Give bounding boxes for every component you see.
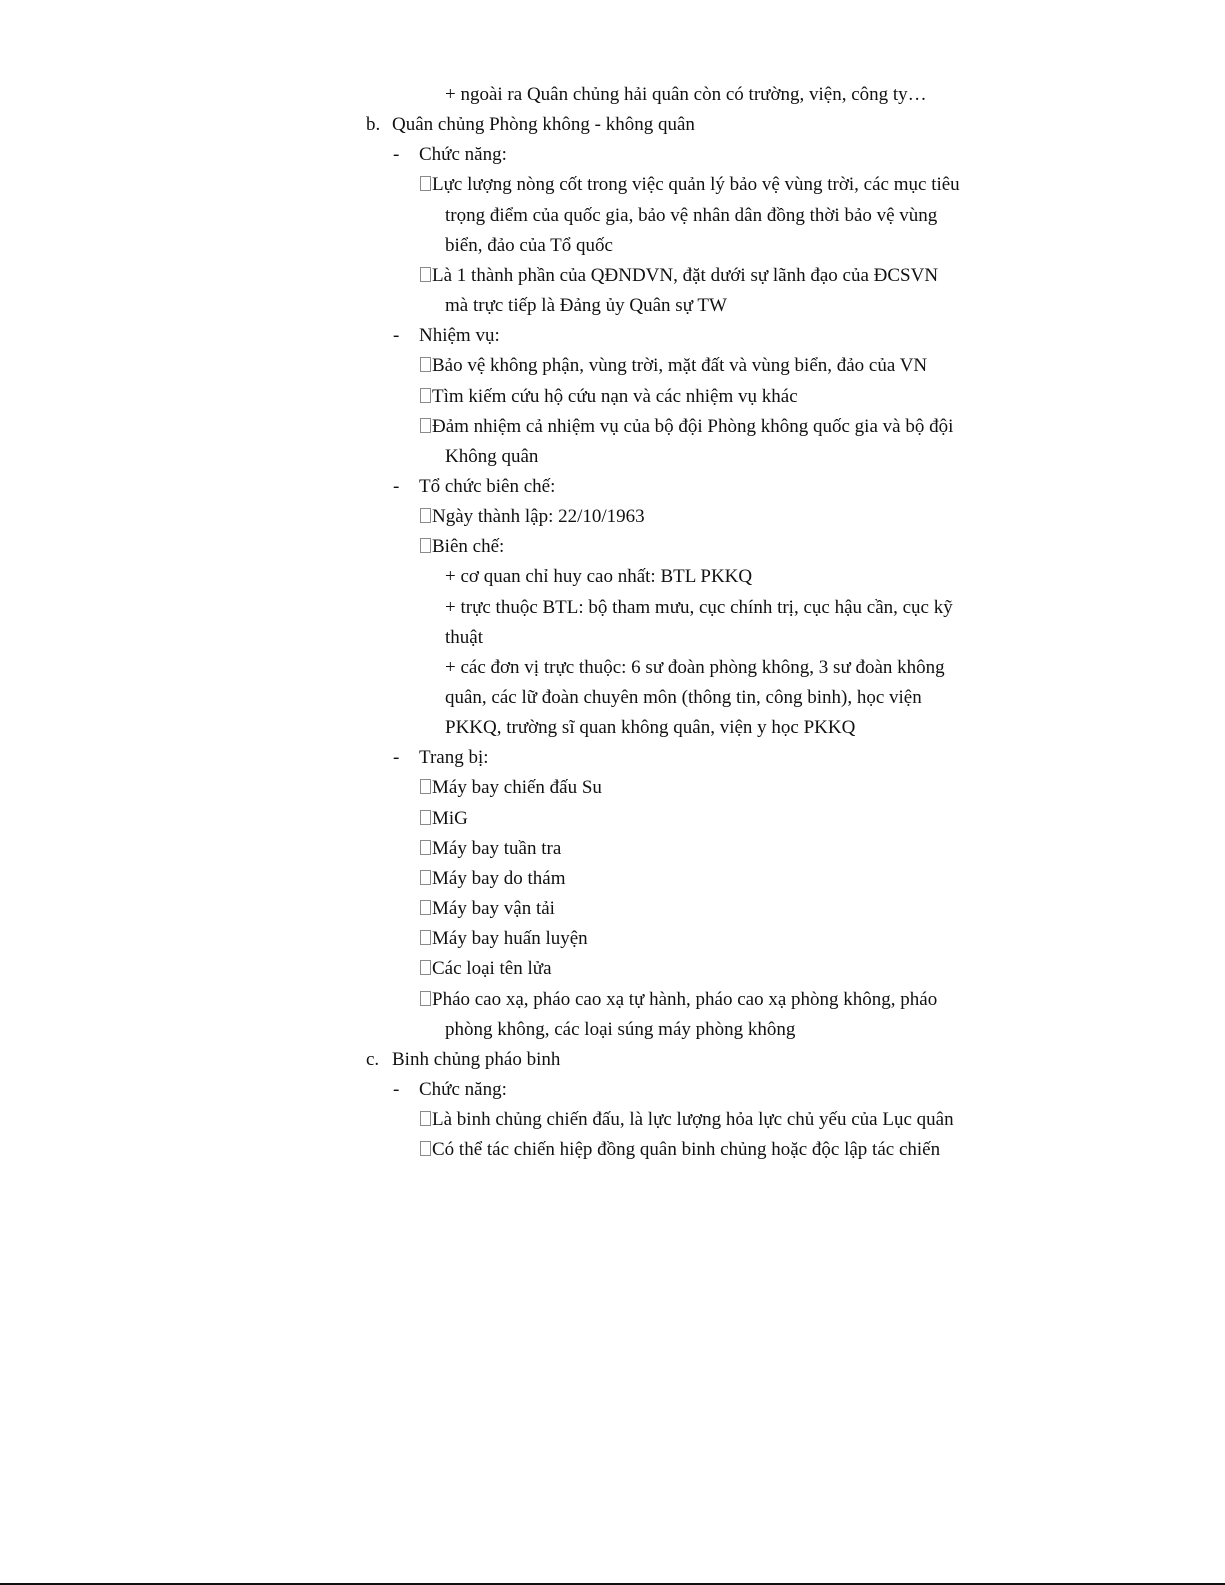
- line-box: [420, 355, 927, 377]
- line-text: Quân chủng Phòng không - không quân: [392, 114, 695, 135]
- checkbox-bullet-icon: [420, 357, 431, 372]
- line-text: + cơ quan chỉ huy cao nhất: BTL PKKQ: [445, 566, 753, 587]
- line-dash: [393, 144, 507, 166]
- checkbox-bullet-icon: [420, 840, 431, 855]
- line-box: [420, 1139, 940, 1161]
- line-text: Trang bị:: [419, 747, 489, 768]
- line-text: Tổ chức biên chế:: [419, 476, 556, 497]
- line-dash: [393, 325, 500, 347]
- line-text: Là binh chủng chiến đấu, là lực lượng hỏa lực chủ yếu của Lục quân: [432, 1109, 954, 1130]
- dash-bullet: -: [393, 144, 400, 165]
- dash-bullet: -: [393, 747, 400, 768]
- line-text: Tìm kiếm cứu hộ cứu nạn và các nhiệm vụ khác: [432, 386, 798, 407]
- line-dash: [393, 476, 555, 498]
- line-cont: [445, 235, 613, 257]
- line-box: [420, 1109, 954, 1131]
- line-text: Các loại tên lửa: [432, 958, 552, 979]
- line-box: [420, 506, 645, 528]
- line-section: [366, 1049, 560, 1071]
- checkbox-bullet-icon: [420, 960, 431, 975]
- line-plus: [445, 597, 953, 619]
- line-cont: [445, 1019, 795, 1041]
- line-box: [420, 898, 555, 920]
- line-box: [420, 868, 566, 890]
- checkbox-bullet-icon: [420, 388, 431, 403]
- line-plus: [445, 687, 922, 709]
- line-text: Có thể tác chiến hiệp đồng quân binh chủng hoặc độc lập tác chiến: [432, 1139, 941, 1160]
- line-text: trọng điểm của quốc gia, bảo vệ nhân dân đồng thời bảo vệ vùng: [445, 205, 938, 226]
- line-box: [420, 386, 798, 408]
- line-box: [420, 536, 504, 558]
- line-box: [420, 265, 938, 287]
- line-text: Là 1 thành phần của QĐNDVN, đặt dưới sự lãnh đạo của ĐCSVN: [432, 265, 939, 286]
- line-box: [420, 777, 602, 799]
- line-box: [420, 928, 588, 950]
- line-text: Bảo vệ không phận, vùng trời, mặt đất và vùng biển, đảo của VN: [432, 355, 928, 376]
- line-cont: [445, 446, 538, 468]
- checkbox-bullet-icon: [420, 176, 431, 191]
- line-text: PKKQ, trường sĩ quan không quân, viện y học PKKQ: [445, 717, 856, 738]
- line-text: Ngày thành lập: 22/10/1963: [432, 506, 645, 527]
- line-box: [420, 174, 960, 196]
- line-box: [420, 808, 468, 830]
- line-plus: [445, 84, 927, 106]
- line-text: quân, các lữ đoàn chuyên môn (thông tin, công binh), học viện: [445, 687, 922, 708]
- checkbox-bullet-icon: [420, 418, 431, 433]
- line-text: Chức năng:: [419, 144, 507, 165]
- dash-bullet: -: [393, 325, 400, 346]
- line-dash: [393, 747, 489, 769]
- line-text: MiG: [432, 808, 468, 829]
- checkbox-bullet-icon: [420, 1141, 431, 1156]
- checkbox-bullet-icon: [420, 870, 431, 885]
- checkbox-bullet-icon: [420, 508, 431, 523]
- line-text: Binh chủng pháo binh: [392, 1049, 561, 1070]
- section-marker: b.: [366, 114, 381, 135]
- line-text: mà trực tiếp là Đảng ủy Quân sự TW: [445, 295, 727, 316]
- checkbox-bullet-icon: [420, 900, 431, 915]
- line-text: Máy bay tuần tra: [432, 838, 562, 859]
- line-text: Không quân: [445, 446, 539, 467]
- line-text: + ngoài ra Quân chủng hải quân còn có trường, viện, công ty…: [445, 84, 927, 105]
- checkbox-bullet-icon: [420, 267, 431, 282]
- line-plus: [445, 657, 945, 679]
- line-cont: [445, 205, 937, 227]
- line-text: phòng không, các loại súng máy phòng không: [445, 1019, 796, 1040]
- line-box: [420, 989, 937, 1011]
- line-text: Máy bay huấn luyện: [432, 928, 588, 949]
- checkbox-bullet-icon: [420, 810, 431, 825]
- line-text: Pháo cao xạ, pháo cao xạ tự hành, pháo cao xạ phòng không, pháo: [432, 989, 938, 1010]
- dash-bullet: -: [393, 476, 400, 497]
- line-box: [420, 838, 561, 860]
- line-text: Nhiệm vụ:: [419, 325, 500, 346]
- line-text: + các đơn vị trực thuộc: 6 sư đoàn phòng không, 3 sư đoàn không: [445, 657, 945, 678]
- line-text: Chức năng:: [419, 1079, 507, 1100]
- line-box: [420, 416, 953, 438]
- line-plus: [445, 566, 752, 588]
- dash-bullet: -: [393, 1079, 400, 1100]
- checkbox-bullet-icon: [420, 1111, 431, 1126]
- checkbox-bullet-icon: [420, 930, 431, 945]
- line-text: Máy bay chiến đấu Su: [432, 777, 602, 798]
- line-text: biển, đảo của Tổ quốc: [445, 235, 613, 256]
- line-section: [366, 114, 695, 136]
- section-marker: c.: [366, 1049, 380, 1070]
- checkbox-bullet-icon: [420, 779, 431, 794]
- line-text: Đảm nhiệm cả nhiệm vụ của bộ đội Phòng không quốc gia và bộ đội: [432, 416, 954, 437]
- line-text: + trực thuộc BTL: bộ tham mưu, cục chính trị, cục hậu cần, cục kỹ: [445, 597, 953, 618]
- line-text: Máy bay vận tải: [432, 898, 555, 919]
- line-plus: [445, 717, 855, 739]
- line-plus: [445, 627, 483, 649]
- line-dash: [393, 1079, 507, 1101]
- checkbox-bullet-icon: [420, 538, 431, 553]
- line-cont: [445, 295, 727, 317]
- line-text: thuật: [445, 627, 483, 648]
- line-text: Máy bay do thám: [432, 868, 566, 889]
- line-text: Lực lượng nòng cốt trong việc quản lý bảo vệ vùng trời, các mục tiêu: [432, 174, 960, 195]
- line-box: [420, 958, 552, 980]
- line-text: Biên chế:: [432, 536, 505, 557]
- checkbox-bullet-icon: [420, 991, 431, 1006]
